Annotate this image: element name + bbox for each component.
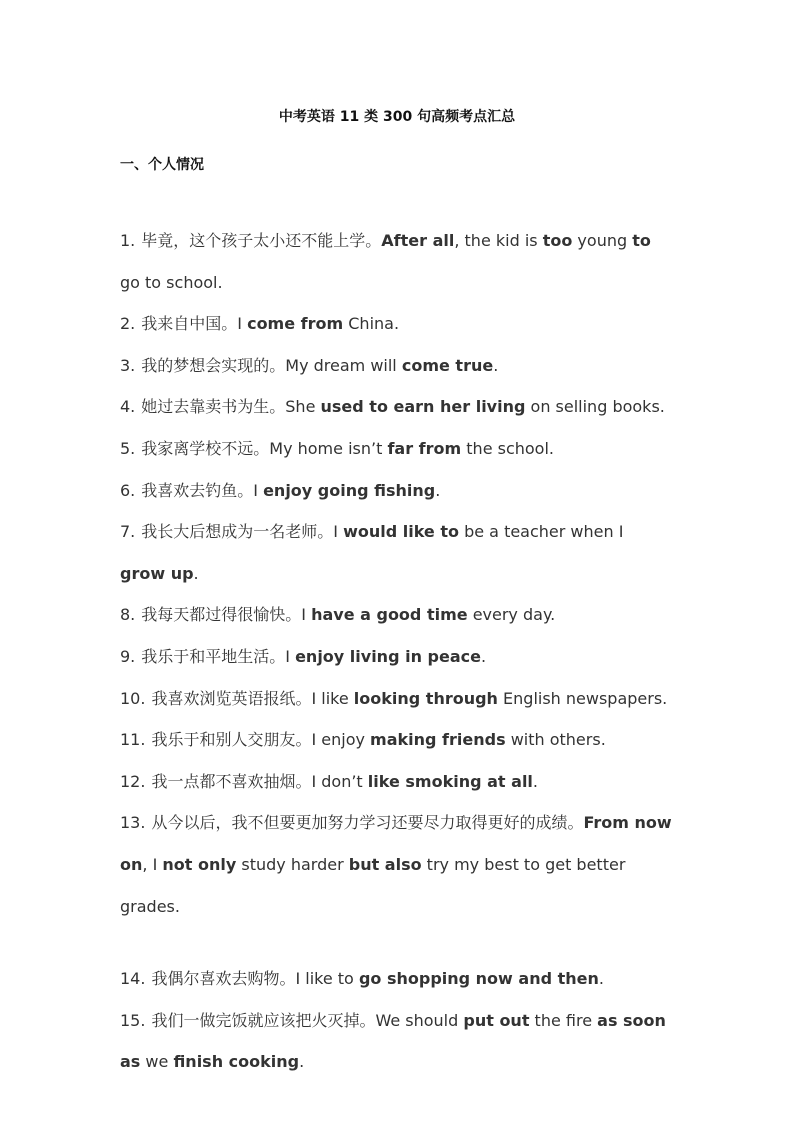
sentence-text: 我乐于和平地生活。I (141, 646, 296, 666)
sentence-number: 1. (120, 231, 136, 250)
document-title: 中考英语 11 类 300 句高频考点汇总 (278, 109, 516, 125)
sentence-text: 我来自中国。I (141, 314, 248, 334)
key-phrase: grow up (120, 563, 194, 583)
key-phrase: enjoy going fishing (263, 480, 436, 500)
sentence-item (120, 1000, 672, 1083)
key-phrase: come true (401, 355, 494, 375)
sentence-text: 我的梦想会实现的。My dream will (141, 355, 402, 375)
sentence-text: 我喜欢浏览英语报纸。I like (151, 688, 354, 708)
key-phrase: used to earn her living (320, 397, 526, 417)
sentence-item (120, 386, 672, 428)
sentence-text: . (299, 1052, 305, 1072)
sentence-text: 我长大后想成为一名老师。I (141, 522, 344, 542)
sentence-item (120, 678, 672, 720)
key-phrase: like smoking at all (367, 771, 533, 791)
sentence-item (120, 802, 672, 927)
sentence-number: 6. (120, 480, 136, 500)
sentence-number: 15. (120, 1010, 146, 1030)
section-heading: 一、个人情况 (120, 157, 204, 173)
key-phrase: have a good time (311, 605, 468, 625)
sentence-item (120, 636, 672, 678)
key-phrase: making friends (370, 730, 506, 750)
key-phrase: would like to (343, 522, 459, 542)
sentence-item (120, 345, 672, 387)
sentence-text: English newspapers. (497, 688, 668, 708)
sentence-text: try my best to get better grades. (120, 854, 626, 916)
sentence-text: 我一点都不喜欢抽烟。I don’t (151, 771, 368, 791)
sentence-text: 我乐于和别人交朋友。I enjoy (151, 730, 371, 750)
sentence-number: 9. (120, 646, 136, 666)
sentence-text: , the kid is (454, 231, 543, 250)
sentence-text: China. (343, 314, 400, 334)
key-phrase: too (542, 231, 573, 250)
key-phrase: From now on (120, 813, 672, 874)
paragraph-gap (120, 927, 672, 958)
key-phrase: enjoy living in peace (295, 646, 481, 666)
sentence-text: on selling books. (525, 397, 665, 417)
sentence-text: 我们一做完饭就应该把火灭掉。We should (151, 1010, 464, 1030)
sentence-text: , I (142, 854, 163, 874)
sentence-item (120, 958, 672, 1000)
sentence-text: 毕竟，这个孩子太小还不能上学。 (141, 231, 382, 250)
key-phrase: looking through (353, 688, 498, 708)
sentence-number: 11. (120, 730, 146, 750)
sentence-text: . (598, 969, 604, 989)
sentence-item (120, 220, 672, 303)
sentence-text: study harder (236, 854, 349, 874)
sentence-number: 8. (120, 605, 136, 625)
sentence-text: . (532, 771, 538, 791)
sentence-text: young (572, 231, 633, 250)
sentence-number: 4. (120, 397, 136, 417)
sentence-text: the fire (529, 1010, 598, 1030)
sentence-text: 我喜欢去钓鱼。I (141, 480, 264, 500)
sentence-number: 2. (120, 314, 136, 334)
key-phrase: to (632, 231, 651, 250)
sentence-text: 她过去靠卖书为生。She (141, 397, 321, 417)
sentence-text: 从今以后，我不但要更加努力学习还要尽力取得更好的成绩。 (151, 813, 584, 833)
key-phrase: go shopping now and then (358, 969, 599, 989)
sentence-item (120, 428, 672, 470)
sentence-text: go to school. (120, 272, 223, 292)
sentence-number: 12. (120, 771, 146, 791)
key-phrase: put out (463, 1010, 530, 1030)
key-phrase: After all (381, 231, 455, 250)
sentence-item (120, 303, 672, 345)
key-phrase: not only (162, 854, 237, 874)
key-phrase: finish cooking (173, 1052, 300, 1072)
sentence-text: with others. (505, 730, 606, 750)
sentence-text: . (435, 480, 441, 500)
sentence-text: . (193, 563, 199, 583)
sentence-number: 13. (120, 813, 146, 833)
sentence-item (120, 594, 672, 636)
sentence-number: 14. (120, 969, 146, 989)
sentence-item (120, 511, 672, 594)
key-phrase: but also (348, 854, 422, 874)
sentence-text: 我偶尔喜欢去购物。I like to (151, 969, 359, 989)
key-phrase: come from (247, 314, 344, 334)
sentence-text: the school. (461, 438, 554, 458)
sentence-number: 10. (120, 688, 146, 708)
sentence-text: we (140, 1052, 174, 1072)
sentence-text: . (480, 646, 487, 666)
sentence-list (120, 220, 672, 1083)
sentence-text: 我家离学校不远。My home isn’t (141, 438, 388, 458)
sentence-text: . (493, 355, 499, 375)
sentence-number: 7. (120, 522, 136, 542)
sentence-text: be a teacher when I (459, 522, 624, 542)
key-phrase: far from (387, 438, 462, 458)
sentence-text: 我每天都过得很愉快。I (141, 605, 312, 625)
sentence-item (120, 470, 672, 512)
sentence-number: 3. (120, 355, 136, 375)
sentence-item (120, 761, 672, 803)
sentence-text: every day. (467, 605, 556, 625)
key-phrase: as soon as (120, 1010, 666, 1072)
sentence-number: 5. (120, 438, 136, 458)
sentence-item (120, 719, 672, 761)
